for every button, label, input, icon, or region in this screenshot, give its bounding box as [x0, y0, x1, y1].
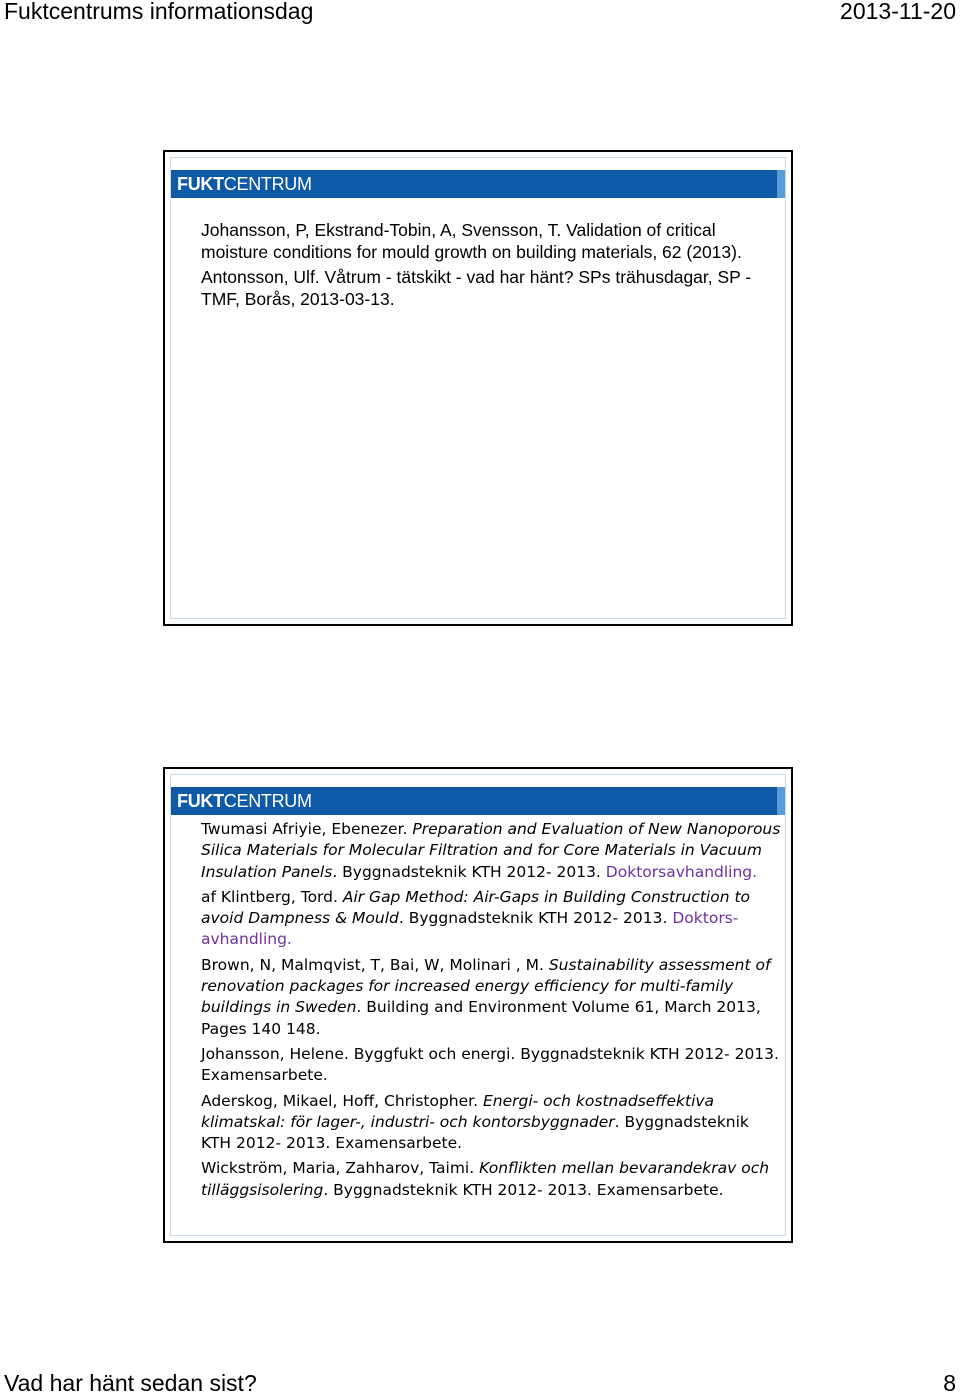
slide-2-references — [201, 819, 781, 1205]
reference-item: af Klintberg, Tord. Air Gap Method: Air-Gaps in Building Construction to avoid Dampness & Mould. Byggnadsteknik KTH 2012- 2013. Doktors-avhandling. — [201, 887, 751, 949]
fuktcentrum-logo: FUKTCENTRUM — [177, 174, 312, 194]
reference-item: Aderskog, Mikael, Hoff, Christopher. Energi- och kostnadseffektiva klimatskal: för lager-, industri- och kontorsbyggnader. Byggnadsteknik KTH 2012- 2013. Examensarbete. — [201, 1091, 749, 1153]
slide-1 — [163, 150, 793, 626]
slide-header-bar — [171, 170, 785, 198]
reference-item: Brown, N, Malmqvist, T, Bai, W, Molinari , M. Sustainability assessment of renovation packages for increased energy efficiency for multi-family buildings in Sweden. Building and Environment Volume 61, March 2013, Pages 140 148. — [201, 955, 771, 1038]
reference-item: Johansson, P, Ekstrand-Tobin, A, Svensson, T. Validation of critical moisture conditions for mould growth on building materials, 62 (2013). — [201, 220, 742, 262]
reference-item: Twumasi Afriyie, Ebenezer. Preparation and Evaluation of New Nanoporous Silica Materials for Molecular Filtration and for Core Materials in Vacuum Insulation Panels. Byggnadsteknik KTH 2012- 2013. Doktorsavhandling. — [201, 820, 781, 881]
page-header-date: 2013-11-20 — [840, 0, 956, 24]
page-number: 8 — [943, 1370, 956, 1396]
reference-item: Antonsson, Ulf. Våtrum - tätskikt - vad har hänt? SPs trähusdagar, SP - TMF, Borås, 2013-03-13. — [201, 267, 752, 309]
slide-2-frame — [170, 774, 786, 1236]
page-header-title: Fuktcentrums informationsdag — [4, 0, 314, 24]
slide-1-frame — [170, 157, 786, 619]
reference-item: Wickström, Maria, Zahharov, Taimi. Konflikten mellan bevarandekrav och tilläggsisolering. Byggnadsteknik KTH 2012- 2013. Examensarbete. — [201, 1159, 770, 1199]
slide-bar-accent — [777, 787, 785, 815]
slide-bar-accent — [777, 170, 785, 198]
slide-2 — [163, 767, 793, 1243]
fuktcentrum-logo: FUKTCENTRUM — [177, 791, 312, 811]
slide-header-bar — [171, 787, 785, 815]
slide-1-references — [201, 220, 781, 314]
page-footer-title: Vad har hänt sedan sist? — [4, 1370, 257, 1396]
reference-item: Johansson, Helene. Byggfukt och energi. Byggnadsteknik KTH 2012- 2013. Examensarbete. — [201, 1044, 779, 1085]
